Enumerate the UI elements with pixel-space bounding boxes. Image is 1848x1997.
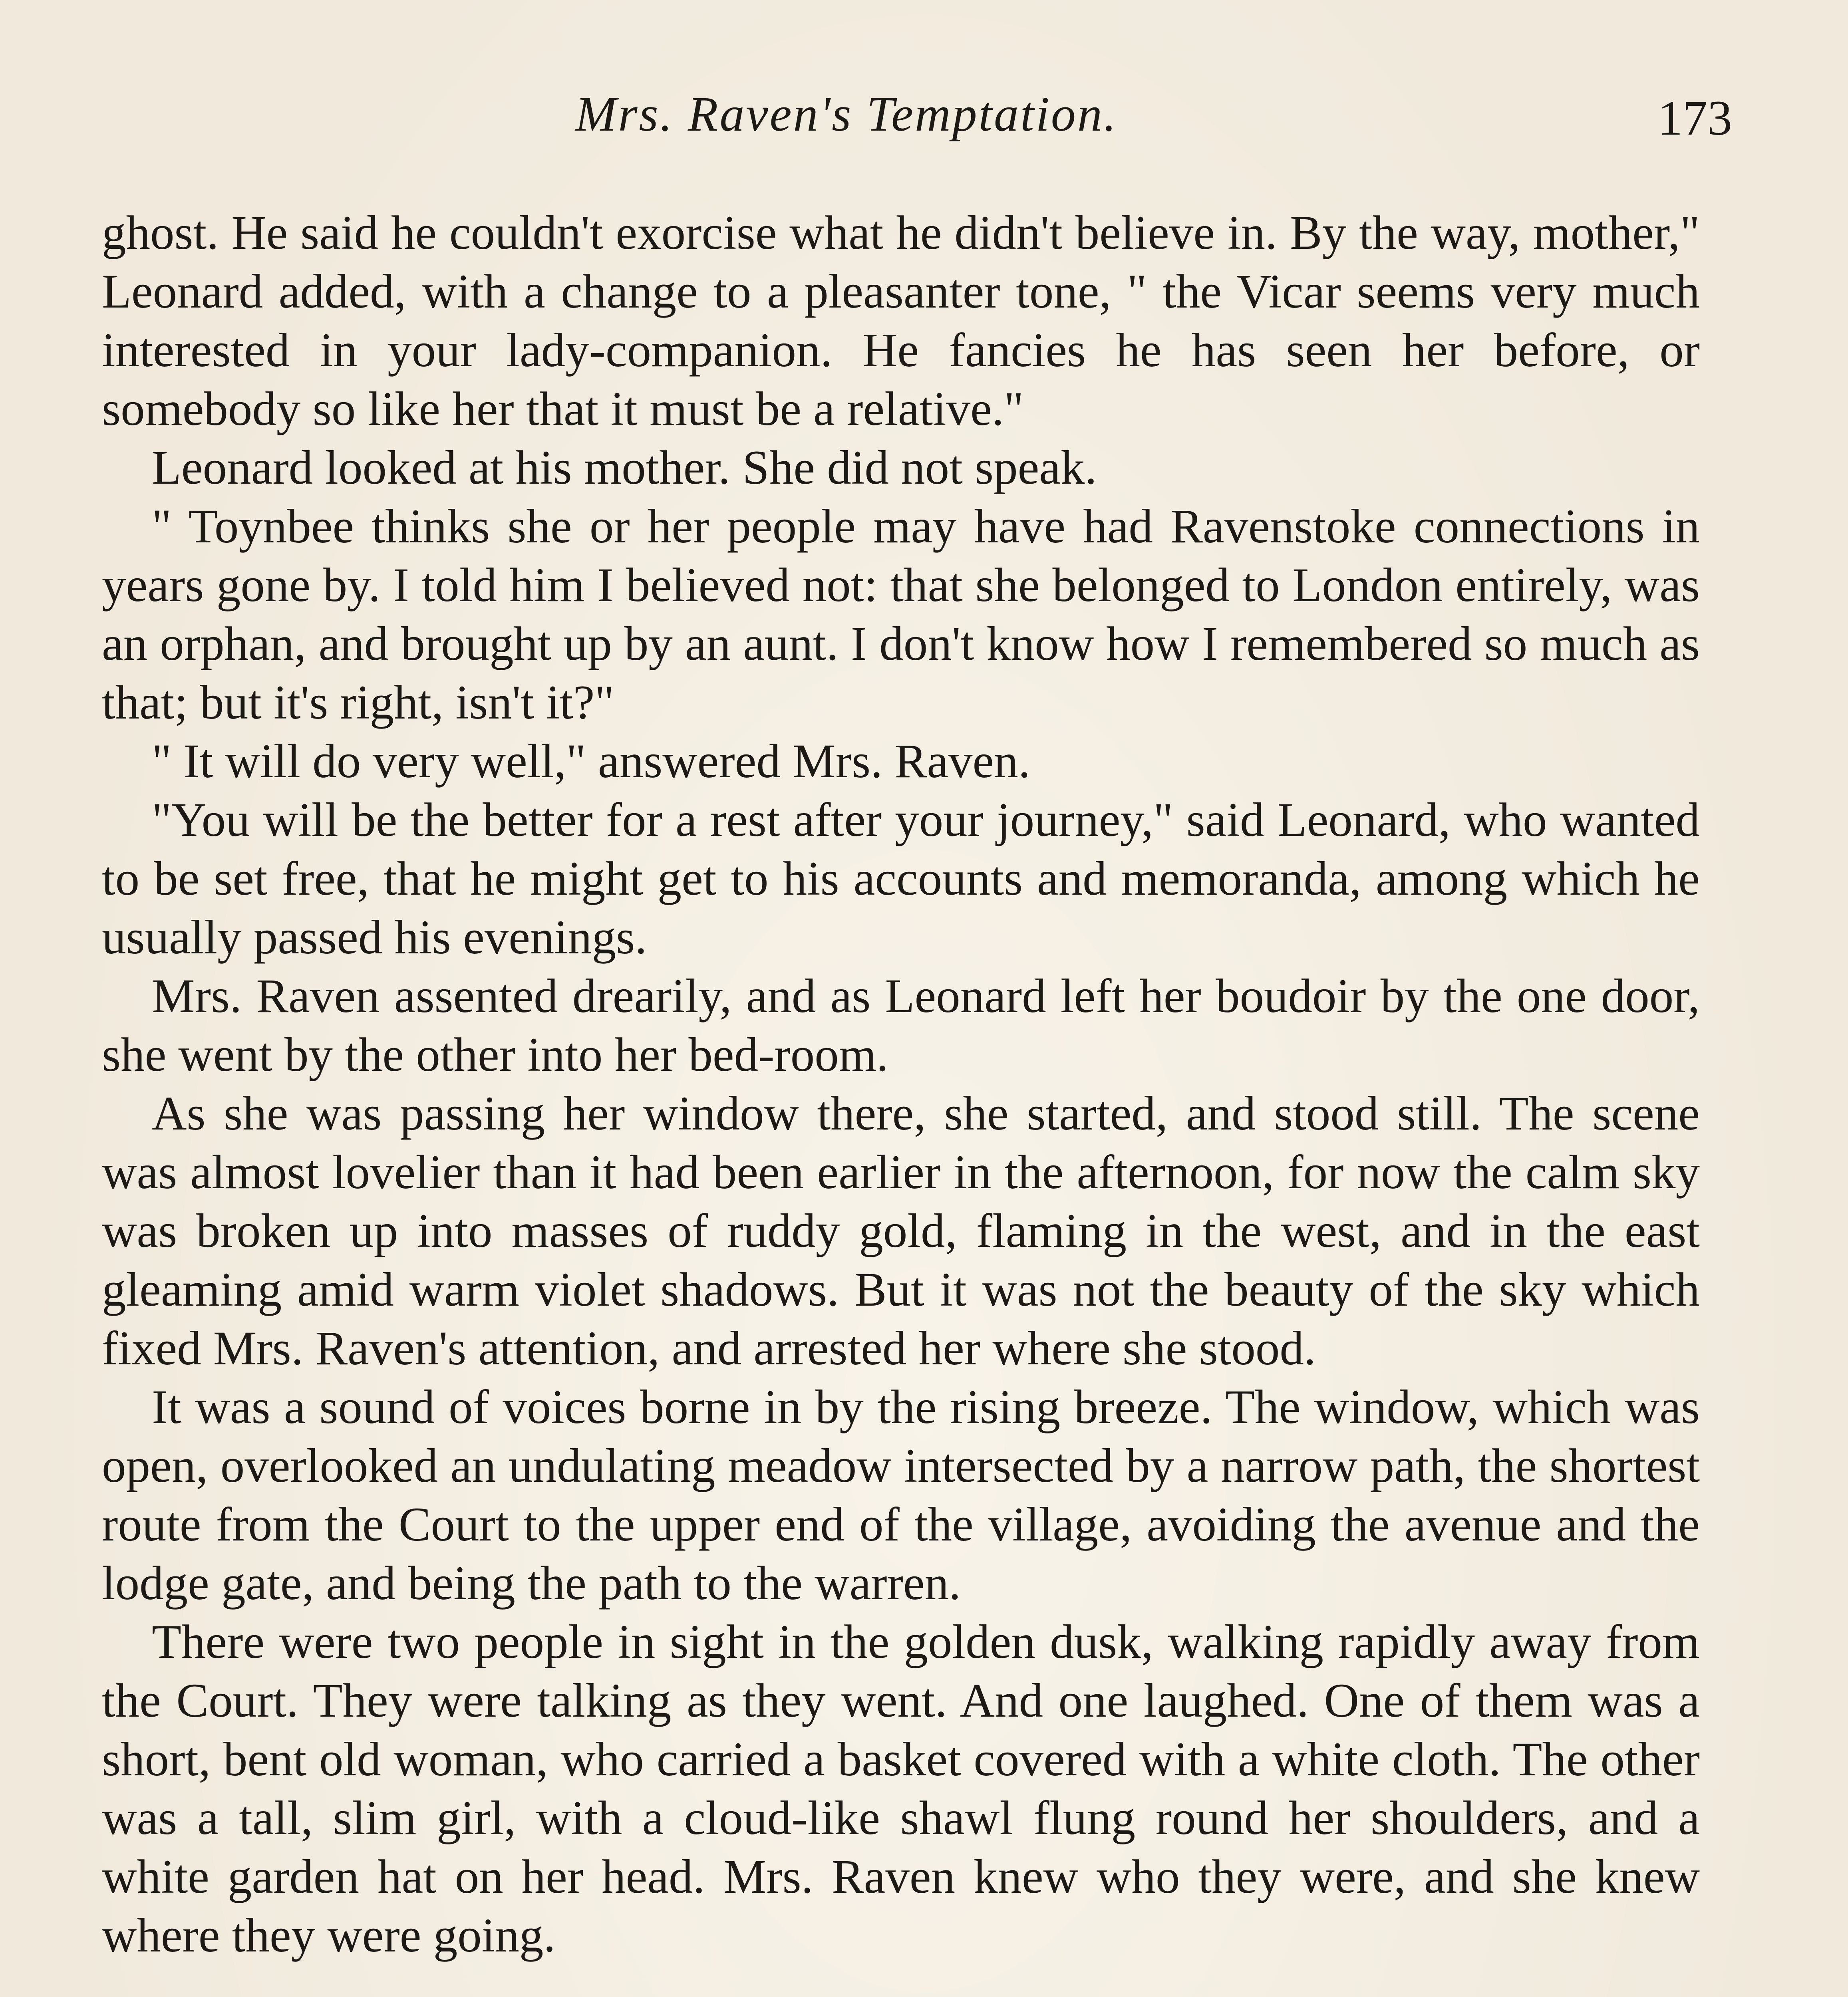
paragraph: Leonard looked at his mother. She did not speak. — [152, 441, 1097, 494]
paragraph: " Toynbee thinks she or her people may have had Ravenstoke connections in years gone by. I told him I believed not: that she belonged to London entirely, was an orphan, and brought up by an aunt. I don't know how I remembered so much as that; but it's right, isn't it?" — [102, 500, 1700, 729]
page-number: 173 — [1658, 91, 1732, 145]
paragraph: ghost. He said he couldn't exorcise what he didn't believe in. By the way, mother," Leonard added, with a change to a pleasanter tone, " the Vicar seems very much interested in your lady-companion. He fancies he has seen her before, or somebody so like her that it must be a relative." — [102, 206, 1700, 436]
paragraph: "You will be the better for a rest after your journey," said Leonard, who wanted to be set free, that he might get to his accounts and memoranda, among which he usually passed his evenings. — [102, 793, 1700, 964]
paragraph: " It will do very well," answered Mrs. Raven. — [152, 734, 1030, 788]
paragraph: As she was passing her window there, she started, and stood still. The scene was almost lovelier than it had been earlier in the afternoon, for now the calm sky was broken up into masses of ruddy gold, flaming in the west, and in the east gleaming amid warm violet shadows. But it was not the beauty of the sky which fixed Mrs. Raven's attention, and arrested her where she stood. — [102, 1087, 1700, 1375]
body-text — [102, 204, 1700, 1965]
paragraph: Mrs. Raven assented drearily, and as Leonard left her boudoir by the one door, she went by the other into her bed-room. — [102, 969, 1700, 1082]
running-title: Mrs. Raven's Temptation. — [575, 87, 1118, 141]
paragraph: There were two people in sight in the golden dusk, walking rapidly away from the Court. They were talking as they went. And one laughed. One of them was a short, bent old woman, who carried a basket covered with a white cloth. The other was a tall, slim girl, with a cloud-like shawl flung round her shoulders, and a white garden hat on her head. Mrs. Raven knew who they were, and she knew where they were going. — [102, 1615, 1700, 1962]
paragraph: It was a sound of voices borne in by the rising breeze. The window, which was open, overlooked an undulating meadow intersected by a narrow path, the shortest route from the Court to the upper end of the village, avoiding the avenue and the lodge gate, and being the path to the warren. — [102, 1380, 1700, 1610]
